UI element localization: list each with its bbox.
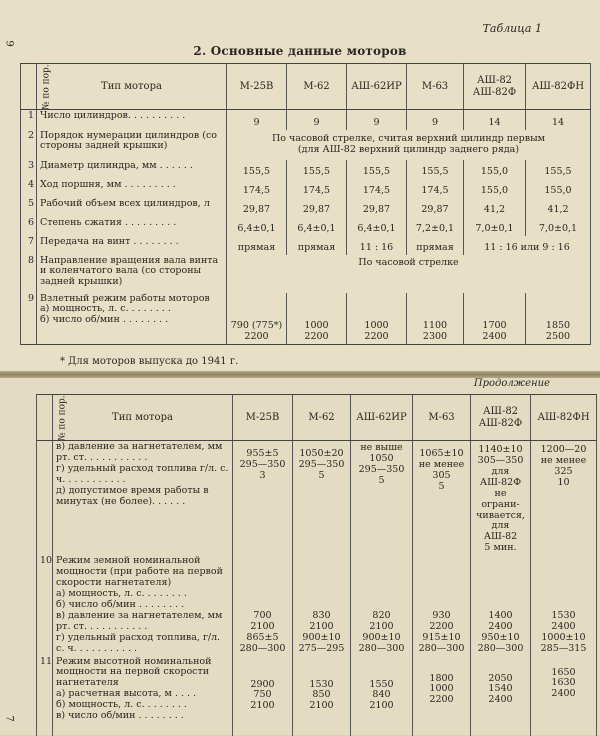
footnote: * Для моторов выпуска до 1941 г. [60,356,239,367]
table-row: в) давление за нагнетателем, мм рт. ст. . . . . . . . . . . г) удельный расход топлива г/л. с. ч. . . . . . . . . . . д) допустимое время работы в минутах (не более). . . . . . 955±5 295—350 3 1050±20 295—350 5 не выше 1050 295—350 5 1065±10 не менее 305 5 1140±10 305—350 для АШ-82Ф не ограни- чивается, для АШ-82 5 мин. 1200—20 не менее 325 10 [37,441,597,556]
header-model: АШ-82ФН [526,64,591,110]
table-row: 11 Режим высотной номинальной мощности на первой скорости нагнетателя а) расчетная высота, м . . . . б) мощность, л. с. . . . . . . . в) число об/мин . . . . . . . . 2900 750 2100 1530 850 2100 1550 840 2100 1800 1000 2200 2050 1540 2400 1650 1630 2400 [37,656,597,736]
bottom-page [0,378,600,735]
table-row: 7 Передача на винт . . . . . . . . прямая прямая 11 : 16 прямая 11 : 16 или 9 : 16 [21,236,591,255]
table-row: 5 Рабочий объем всех цилиндров, л 29,87 29,87 29,87 29,87 41,2 41,2 [21,198,591,217]
table-row: 1 Число цилиндров. . . . . . . . . . 9 9 9 9 14 14 [21,110,591,130]
engine-data-table [20,63,591,345]
table-row: 10 Режим земной номинальной мощности (при работе на первой скорости нагнетателя) а) мощность, л. с. . . . . . . . б) число об/мин . . . . . . . . в) давление за нагнетателем, мм рт. ст. . . . . . . . . . . г) удельный расход топлива, г/л. с. ч. . . . . . . . . . . 700 2100 865±5 280—300 830 2100 900±10 275—295 820 2100 900±10 280—300 930 2200 915±10 280—300 1400 2400 950±10 280—300 1530 2400 1000±10 285—315 [37,555,597,655]
table-row: 6 Степень сжатия . . . . . . . . . 6,4±0,1 6,4±0,1 6,4±0,1 7,2±0,1 7,0±0,1 7,0±0,1 [21,217,591,236]
spanning-value: По часовой стрелке, считая верхний цилиндр первым (для АШ-82 верхний цилиндр заднего ряда) [227,130,591,160]
table-caption: Таблица 1 [482,22,542,35]
header-model: М-25В [233,395,293,441]
header-model: М-62 [287,64,347,110]
table-row: 8 Направление вращения вала винта и коленчатого вала (со стороны задней крышки) По часовой стрелке [21,255,591,293]
table-row: 2 Порядок нумерации цилиндров (со стороны задней крышки) По часовой стрелке, считая верхний цилиндр первым (для АШ-82 верхний цилиндр заднего ряда) [21,130,591,160]
page-number-top: 9 [3,40,15,47]
header-model: АШ-82ФН [531,395,597,441]
header-model: М-62 [293,395,351,441]
header-model: М-63 [407,64,464,110]
table-row: 9 Взлетный режим работы моторов а) мощность, л. с. . . . . . . . б) число об/мин . . . . . . . . 790 (775*) 2200 1000 2200 1000 2200 1100 2300 1700 2400 1850 2500 [21,293,591,345]
header-model: АШ-62ИР [351,395,413,441]
header-type: Тип мотора [37,64,227,110]
header-model: АШ-62ИР [347,64,407,110]
header-model: М-25В [227,64,287,110]
header-type: Тип мотора [53,395,233,441]
section-title: 2. Основные данные моторов [193,44,407,58]
table-row: 4 Ход поршня, мм . . . . . . . . . 174,5 174,5 174,5 174,5 155,0 155,0 [21,179,591,198]
page-number-bottom: 7 [3,715,15,722]
header-no: № по пор. [21,64,37,110]
spanning-value: По часовой стрелке [227,255,591,293]
header-model: АШ-82 АШ-82Ф [464,64,526,110]
header-model: М-63 [413,395,471,441]
continuation-label: Продолжение [473,378,550,389]
table-row: 3 Диаметр цилиндра, мм . . . . . . 155,5 155,5 155,5 155,5 155,0 155,5 [21,160,591,179]
engine-data-table-continued [36,394,597,736]
header-model: АШ-82 АШ-82Ф [471,395,531,441]
header-no: № по пор. [37,395,53,441]
page-spine [0,371,600,378]
